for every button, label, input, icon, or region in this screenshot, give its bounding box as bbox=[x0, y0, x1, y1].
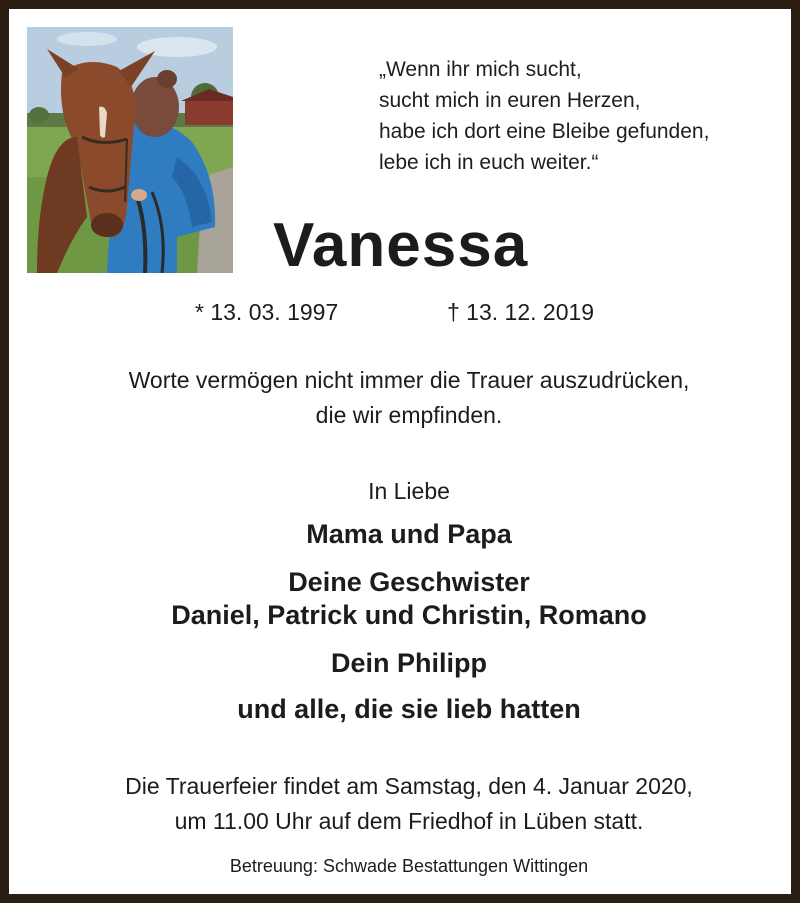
mourners-partner: Dein Philipp bbox=[330, 648, 487, 678]
quote-line: „Wenn ihr mich sucht, bbox=[379, 58, 582, 81]
funeral-info-line: um 11.00 Uhr auf dem Friedhof in Lüben statt. bbox=[174, 808, 644, 834]
mourners-siblings-title: Deine Geschwister bbox=[288, 567, 530, 597]
message-line: die wir empfinden. bbox=[315, 402, 503, 428]
deceased-name: Vanessa bbox=[273, 211, 529, 280]
mourners-others: und alle, die sie lieb hatten bbox=[237, 694, 581, 724]
message-line: Worte vermögen nicht immer die Trauer auszudrücken, bbox=[128, 367, 690, 393]
quote-line: habe ich dort eine Bleibe gefunden, bbox=[379, 120, 710, 143]
mourners-siblings-names: Daniel, Patrick und Christin, Romano bbox=[171, 600, 647, 630]
undertaker-credit: Betreuung: Schwade Bestattungen Wittingen bbox=[229, 856, 589, 876]
mourners-intro: In Liebe bbox=[368, 478, 450, 504]
quote-line: sucht mich in euren Herzen, bbox=[379, 89, 641, 112]
memorial-photo bbox=[27, 27, 233, 273]
funeral-info-line: Die Trauerfeier findet am Samstag, den 4. Januar 2020, bbox=[125, 773, 693, 799]
quote-line: lebe ich in euch weiter.“ bbox=[379, 151, 599, 174]
death-date: † 13. 12. 2019 bbox=[447, 299, 595, 325]
horse-and-person-photo bbox=[27, 27, 233, 273]
birth-date: * 13. 03. 1997 bbox=[195, 299, 339, 325]
mourners-parents: Mama und Papa bbox=[306, 519, 512, 549]
memorial-quote bbox=[379, 54, 709, 178]
